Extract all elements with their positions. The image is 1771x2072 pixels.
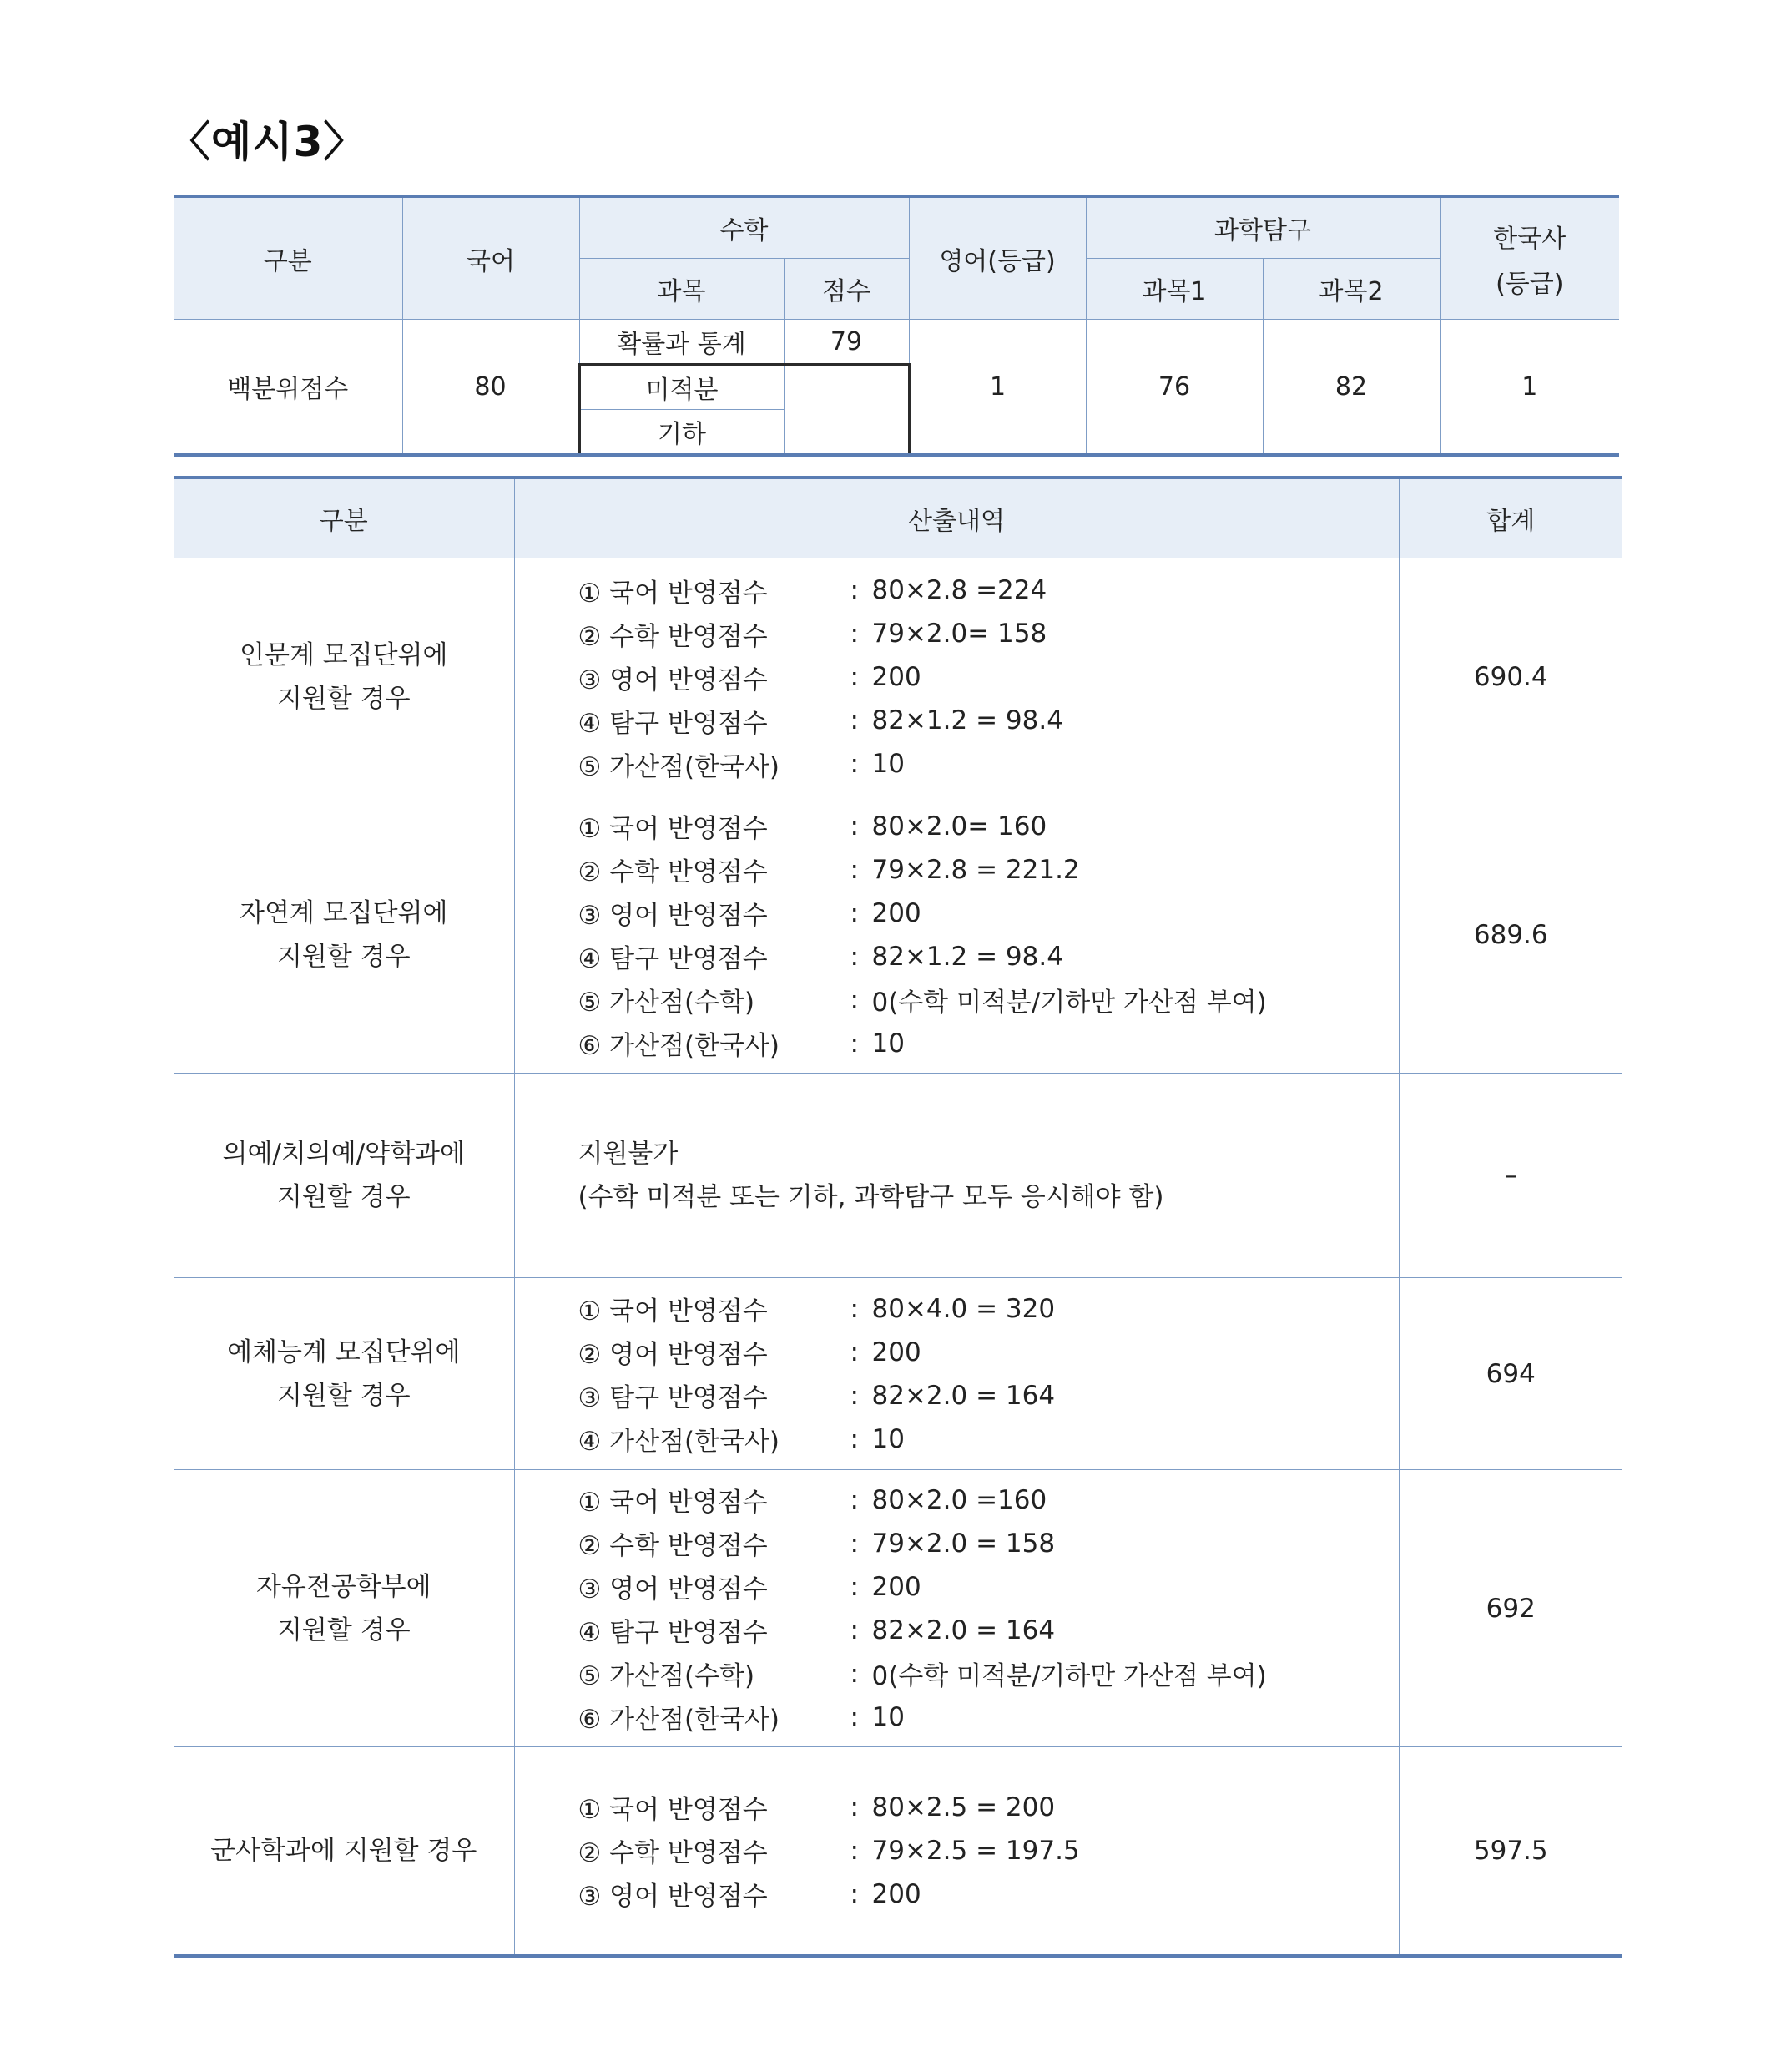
calc-label: ② 영어 반영점수 [578,1340,768,1370]
calc-line: ③ 영어 반영점수 : 200 [578,655,1399,699]
history-grade: 1 [1440,320,1619,456]
calc-label: ④ 탐구 반영점수 [578,708,768,739]
row-category [174,1470,514,1747]
calc-value: 10 [871,1423,905,1454]
row-category [174,796,514,1074]
calc-line: ⑤ 가산점(한국사) : 10 [578,742,1399,786]
calc-value: 79×2.0 = 158 [871,1528,1056,1559]
calc-label: ⑤ 가산점(수학) [578,988,755,1018]
category-line2: 지원할 경우 [276,1615,411,1645]
calc-label: ① 국어 반영점수 [578,1296,768,1327]
row-total: 690.4 [1399,558,1622,796]
header-history-line1: 한국사 [1493,224,1567,254]
table-row [174,558,1622,796]
row-calc [514,796,1399,1074]
row-category [174,558,514,796]
table-row [174,796,1622,1074]
calc-value: 82×1.2 = 98.4 [871,705,1063,735]
calc-value: 79×2.8 = 221.2 [871,854,1080,885]
category-line1: 자유전공학부에 [255,1571,431,1602]
math-score: 79 [784,320,909,365]
calc-label: ② 수학 반영점수 [578,1838,768,1869]
header-english: 영어(등급) [909,196,1086,320]
science1-score: 76 [1086,320,1263,456]
calc-line: ④ 탐구 반영점수 : 82×2.0 = 164 [578,1609,1399,1652]
calc-value: 79×2.5 = 197.5 [871,1835,1080,1866]
english-grade: 1 [909,320,1086,456]
calc-label: ⑥ 가산점(한국사) [578,1031,780,1061]
row-category [174,1747,514,1956]
header-math-score: 점수 [784,259,909,320]
math-subject-calculus: 미적분 [579,365,784,410]
calc-value: 10 [871,749,905,779]
row-category [174,1074,514,1278]
category-line2: 지원할 경우 [276,1182,411,1212]
calc-label: ② 수학 반영점수 [578,1531,768,1561]
calc-value: 200 [871,1571,921,1602]
row-category [174,1278,514,1470]
calc-line: ① 국어 반영점수 : 80×4.0 = 320 [578,1287,1399,1331]
example-title: 〈예시3〉 [169,118,366,166]
category-line1: 군사학과에 지원할 경우 [210,1835,477,1866]
calc-line: ③ 영어 반영점수 : 200 [578,892,1399,935]
calc-label: ④ 가산점(한국사) [578,1427,780,1457]
math-subject-probability: 확률과 통계 [579,320,784,365]
header-math-subject: 과목 [579,259,784,320]
calc-line: ⑥ 가산점(한국사) : 10 [578,1696,1399,1739]
calc-value: 10 [871,1028,905,1059]
calculation-table [174,476,1622,1958]
row-label-percentile: 백분위점수 [174,320,402,456]
category-line1: 의예/치의예/약학과에 [222,1139,465,1169]
calc-value: 82×2.0 = 164 [871,1380,1056,1411]
science2-score: 82 [1263,320,1440,456]
calc-value: 0(수학 미적분/기하만 가산점 부여) [871,988,1267,1018]
calc-value: 200 [871,662,921,692]
calc-line: ④ 탐구 반영점수 : 82×1.2 = 98.4 [578,935,1399,978]
header-category: 구분 [174,196,402,320]
table-row [174,1470,1622,1747]
calc-value: 80×2.5 = 200 [871,1792,1056,1822]
score-table [174,195,1619,457]
calc-label: ⑥ 가산점(한국사) [578,1705,780,1735]
calc-label: ① 국어 반영점수 [578,1488,768,1518]
calc-line: ⑤ 가산점(수학) : 0(수학 미적분/기하만 가산점 부여) [578,1652,1399,1696]
header-math: 수학 [579,196,909,259]
calc-line: ④ 탐구 반영점수 : 82×1.2 = 98.4 [578,699,1399,742]
calc-line: ② 영어 반영점수 : 200 [578,1331,1399,1374]
calc-label: ③ 탐구 반영점수 [578,1383,768,1413]
row-calc [514,1074,1399,1278]
row-total: 692 [1399,1470,1622,1747]
calc-line: ③ 영어 반영점수 : 200 [578,1872,1399,1916]
row-calc [514,1470,1399,1747]
calc-note-line2: (수학 미적분 또는 기하, 과학탐구 모두 응시해야 함) [578,1182,1164,1212]
calc-line: ② 수학 반영점수 : 79×2.0= 158 [578,612,1399,655]
category-line1: 예체능계 모집단위에 [227,1337,461,1367]
row-calc [514,1278,1399,1470]
calc-value: 80×2.0= 160 [871,811,1047,841]
category-line2: 지원할 경우 [276,684,411,714]
calc-label: ② 수학 반영점수 [578,857,768,887]
calc-label: ① 국어 반영점수 [578,1795,768,1826]
calc-label: ④ 탐구 반영점수 [578,944,768,974]
category-line2: 지원할 경우 [276,1380,411,1411]
calc-label: ③ 영어 반영점수 [578,665,768,695]
calc-line: ① 국어 반영점수 : 80×2.0 =160 [578,1478,1399,1522]
calc-value: 200 [871,897,921,928]
header-history-line2: (등급) [1496,269,1564,299]
calc-label: ③ 영어 반영점수 [578,1882,768,1913]
calc-line: ② 수학 반영점수 : 79×2.8 = 221.2 [578,848,1399,892]
calc-line: ⑥ 가산점(한국사) : 10 [578,1022,1399,1065]
row-calc [514,1747,1399,1956]
calc-label: ⑤ 가산점(한국사) [578,751,780,782]
calc-label: ① 국어 반영점수 [578,814,768,844]
category-line1: 자연계 모집단위에 [240,897,448,928]
calc-line: ② 수학 반영점수 : 79×2.5 = 197.5 [578,1829,1399,1872]
header-science: 과학탐구 [1086,196,1440,259]
calc-label: ① 국어 반영점수 [578,578,768,609]
calc-note-line1: 지원불가 [578,1139,679,1169]
table-row [174,1747,1622,1956]
row-total: 689.6 [1399,796,1622,1074]
table-row [174,1074,1622,1278]
calc-label: ③ 영어 반영점수 [578,1574,768,1605]
calc-line: ① 국어 반영점수 : 80×2.5 = 200 [578,1786,1399,1829]
calc-line: ⑤ 가산점(수학) : 0(수학 미적분/기하만 가산점 부여) [578,978,1399,1022]
row-total: 694 [1399,1278,1622,1470]
category-line1: 인문계 모집단위에 [240,640,448,670]
math-subject-geometry: 기하 [579,410,784,456]
calc-value: 79×2.0= 158 [871,619,1047,649]
row-calc [514,558,1399,796]
calc-label: ④ 탐구 반영점수 [578,1618,768,1648]
calc-value: 10 [871,1701,905,1732]
calc-value: 80×2.0 =160 [871,1484,1047,1515]
calc-value: 200 [871,1337,921,1367]
calc-value: 82×2.0 = 164 [871,1615,1056,1645]
row-total: 597.5 [1399,1747,1622,1956]
header-history [1440,196,1619,320]
table-row [174,1278,1622,1470]
calc-line: ③ 영어 반영점수 : 200 [578,1565,1399,1609]
math-score-empty [784,365,909,456]
calc-value: 200 [871,1878,921,1909]
calc-value: 0(수학 미적분/기하만 가산점 부여) [871,1661,1267,1691]
header-korean: 국어 [402,196,579,320]
category-line2: 지원할 경우 [276,941,411,972]
header-category: 구분 [174,478,514,558]
calc-line: ① 국어 반영점수 : 80×2.0= 160 [578,805,1399,848]
calc-label: ⑤ 가산점(수학) [578,1661,755,1691]
header-total: 합계 [1399,478,1622,558]
calc-line: ② 수학 반영점수 : 79×2.0 = 158 [578,1522,1399,1565]
calc-label: ③ 영어 반영점수 [578,901,768,931]
calc-label: ② 수학 반영점수 [578,621,768,652]
calc-value: 80×4.0 = 320 [871,1293,1056,1324]
korean-score: 80 [402,320,579,456]
calc-line: ① 국어 반영점수 : 80×2.8 =224 [578,569,1399,612]
row-total: – [1399,1074,1622,1278]
header-calc: 산출내역 [514,478,1399,558]
calc-value: 82×1.2 = 98.4 [871,941,1063,972]
calc-line: ④ 가산점(한국사) : 10 [578,1418,1399,1461]
calc-value: 80×2.8 =224 [871,575,1047,605]
header-science-subject2: 과목2 [1263,259,1440,320]
calc-line: ③ 탐구 반영점수 : 82×2.0 = 164 [578,1374,1399,1418]
header-science-subject1: 과목1 [1086,259,1263,320]
